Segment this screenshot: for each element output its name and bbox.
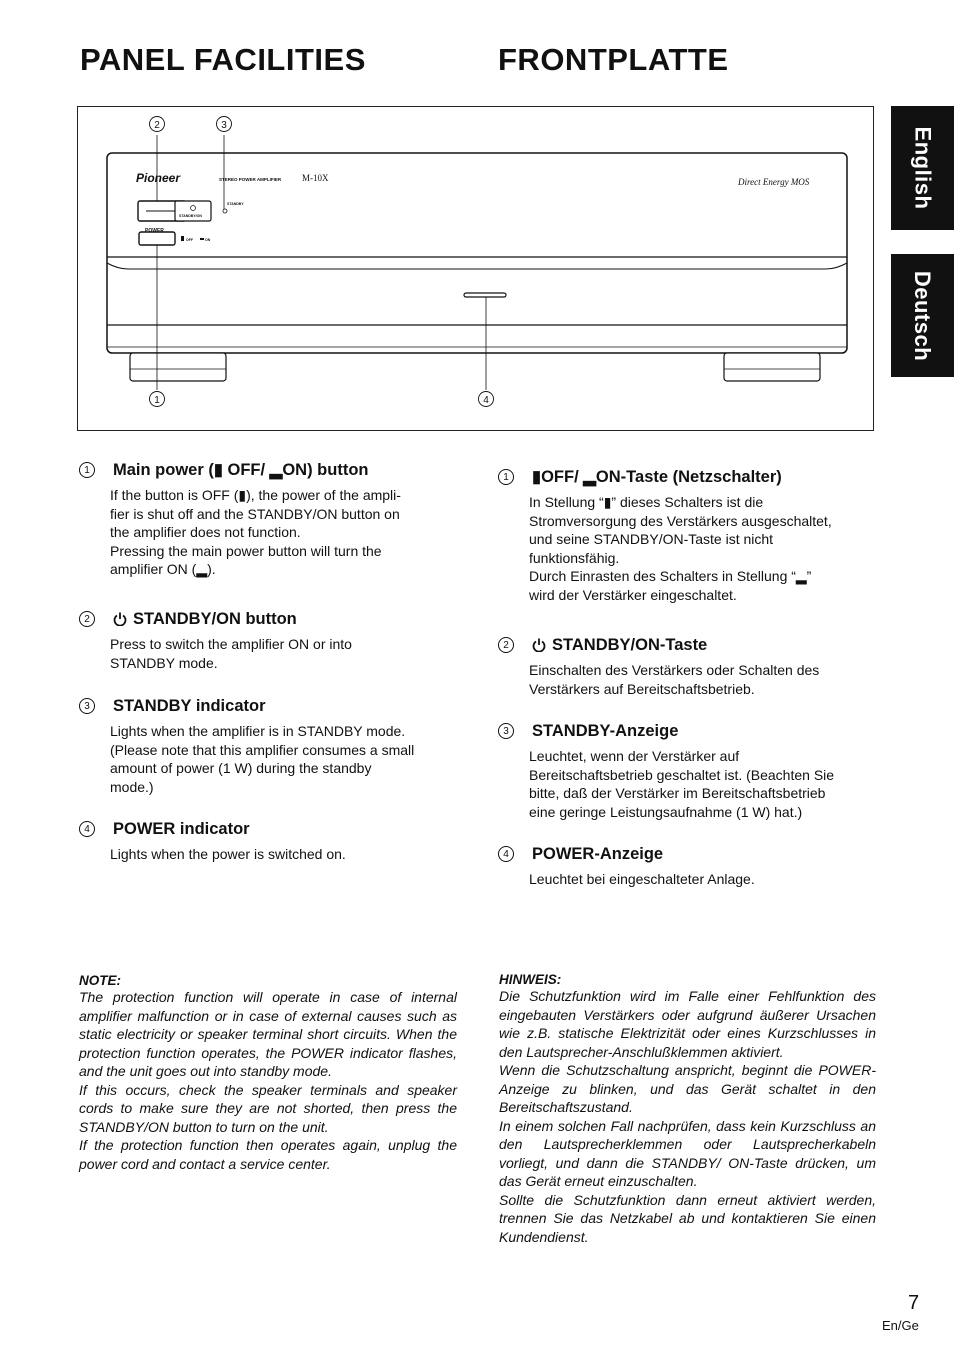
callout-3: 3 [221, 120, 227, 131]
tab-english-label: English [910, 126, 936, 210]
power-indicator-shape [464, 293, 506, 297]
de-item-4-number: 4 [498, 846, 514, 862]
model-name: M-10X [302, 173, 329, 183]
tab-deutsch[interactable] [891, 254, 954, 377]
callout-2: 2 [154, 120, 160, 131]
tab-deutsch-label: Deutsch [910, 270, 936, 361]
standby-power-icon [532, 638, 546, 652]
de-item-1-body: In Stellung “▮” dieses Schalters ist die Stromversorgung des Verstärkers ausgeschaltet, und seine STANDBY/ON-Taste ist nicht funktionsfähig. Durch Einrasten des Schalters in Stellung “▂” wird der Verstärker eingeschaltet. [529, 494, 832, 603]
tab-english[interactable] [891, 106, 954, 230]
en-item-4-body: Lights when the power is switched on. [110, 846, 346, 862]
power-button-label: POWER [145, 228, 164, 234]
note-english-title: NOTE: [79, 973, 121, 988]
page-language-label: En/Ge [882, 1318, 919, 1333]
model-type-label: STEREO POWER AMPLIFIER [219, 177, 282, 182]
callout-4: 4 [483, 395, 489, 406]
page-number: 7 [908, 1292, 920, 1314]
en-item-1-body: If the button is OFF (▮), the power of the ampli- fier is shut off and the STANDBY/ON button on the amplifier does not function. Pressing the main power button will turn the amplifier ON (▂). [110, 487, 401, 578]
de-item-4-title: POWER-Anzeige [532, 844, 664, 863]
callout-1: 1 [154, 395, 160, 406]
standby-indicator-shape [223, 209, 227, 213]
note-german [499, 972, 876, 1246]
de-item-2-title: STANDBY/ON-Taste [552, 635, 708, 654]
de-item-4-body: Leuchtet bei eingeschalteter Anlage. [529, 871, 755, 887]
en-item-1-title: Main power (▮ OFF/ ▂ON) button [113, 461, 369, 479]
en-item-2-body: Press to switch the amplifier ON or into STANDBY mode. [110, 636, 352, 671]
note-english-body: The protection function will operate in case of internal amplifier malfunction or in case of external causes such as static electricity or speaker terminal short circuits. When the protection function operates, the POWER indicator flashes, and the unit goes out into standby mode. If this occurs, check the speaker terminals and speaker cords to make sure they are not shorted, then press the STANDBY/ON button to turn on the unit. If the protection function then operates again, unplug the power cord and contact a service center. [79, 989, 457, 1172]
de-item-2-number: 2 [498, 637, 514, 653]
amplifier-illustration [78, 107, 875, 432]
note-german-title: HINWEIS: [499, 972, 562, 987]
de-item-1-title: ▮OFF/ ▂ON-Taste (Netzschalter) [532, 468, 782, 486]
en-item-3 [84, 696, 470, 796]
de-item-4 [503, 844, 884, 889]
pioneer-logo: Pioneer [136, 171, 181, 185]
de-item-1 [503, 467, 884, 605]
standby-power-icon [113, 612, 127, 626]
note-german-body: Die Schutzfunktion wird im Falle einer Fehlfunktion des eingebauten Verstärkers oder aufgrund äußerer Ursachen wie z.B. statische Elektrizität oder eines Kurzschlusses in den Lautsprecher-Anschlußklemmen aktiviert. Wenn die Schutzschaltung anspricht, beginnt die POWER-Anzeige zu blinken, und das Gerät schaltet in den Bereitschaftszustand. In einem solchen Fall nachprüfen, dass kein Kurzschluss an den Lautsprecherklemmen oder Lautsprecherkabeln vorliegt, und dann die STANDBY/ ON-Taste drücken, um das Gerät erneut einzuschalten. Sollte die Schutzfunktion dann erneut aktiviert werden, trennen Sie das Netzkabel ab und kontaktieren Sie einen Kundendienst. [499, 988, 876, 1245]
on-label: ON [205, 238, 211, 242]
standby-on-button-shape [175, 201, 211, 221]
de-item-2-body: Einschalten des Verstärkers oder Schalten des Verstärkers auf Bereitschaftsbetrieb. [529, 662, 820, 697]
heading-english: PANEL FACILITIES [80, 42, 366, 77]
note-english [79, 973, 457, 1173]
heading-german: FRONTPLATTE [498, 42, 729, 77]
de-item-3-number: 3 [498, 723, 514, 739]
off-label: OFF [186, 238, 193, 242]
en-item-3-number: 3 [79, 698, 95, 714]
en-item-2-title: STANDBY/ON button [133, 609, 297, 628]
en-item-2-number: 2 [79, 611, 95, 627]
standby-on-button-label: STANDBY/ON [179, 214, 202, 218]
de-item-3-body: Leuchtet, wenn der Verstärker auf Bereitschaftsbetrieb geschaltet ist. (Beachten Sie bitte, daß der Verstärker im Bereitschaftsbetrieb eine geringe Leistungsaufnahme (1 W) hat.) [529, 748, 835, 820]
de-item-3-title: STANDBY-Anzeige [532, 721, 679, 740]
standby-indicator-label: STANDBY [227, 202, 244, 206]
de-item-3 [503, 721, 884, 821]
en-item-3-title: STANDBY indicator [113, 696, 266, 715]
en-item-2 [84, 609, 470, 672]
front-panel-figure [77, 106, 874, 431]
en-item-1-number: 1 [79, 462, 95, 478]
de-item-2 [503, 635, 884, 698]
de-item-1-number: 1 [498, 469, 514, 485]
en-item-4-title: POWER indicator [113, 819, 250, 838]
en-item-4-number: 4 [79, 821, 95, 837]
direct-energy-mos-label: Direct Energy MOS [738, 177, 810, 187]
en-item-4 [84, 819, 470, 864]
en-item-1 [84, 460, 470, 579]
en-item-3-body: Lights when the amplifier is in STANDBY mode. (Please note that this amplifier consumes a small amount of power (1 W) during the standby mode.) [110, 723, 415, 795]
